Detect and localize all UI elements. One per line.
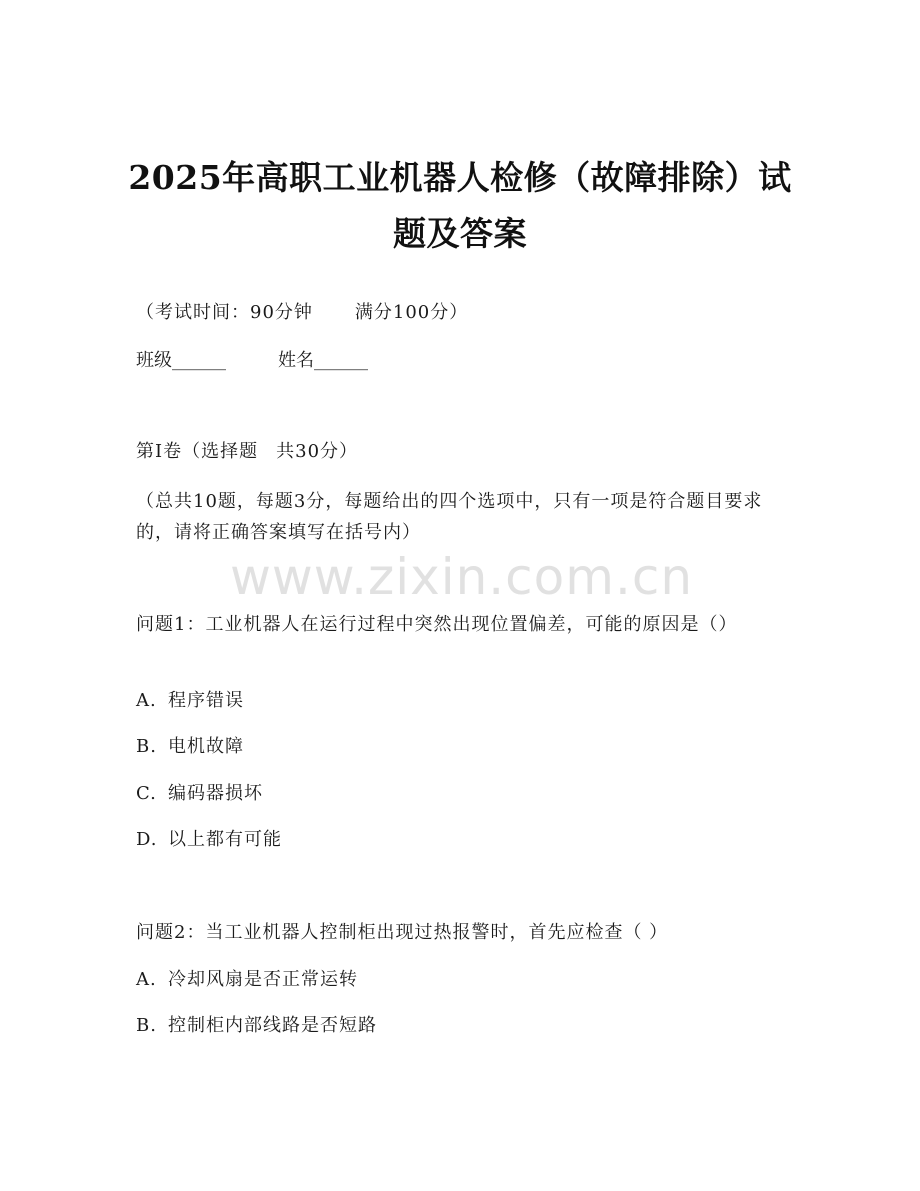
option-text: 电机故障: [168, 736, 244, 757]
question-1-option-b: [136, 732, 786, 762]
option-text: 编码器损坏: [168, 783, 263, 804]
option-letter: D.: [136, 829, 158, 850]
question-1-option-a: [136, 686, 786, 716]
option-text: 冷却风扇是否正常运转: [168, 969, 358, 990]
option-text: 程序错误: [168, 690, 244, 711]
section-instructions: （总共10题，每题3分，每题给出的四个选项中，只有一项是符合题目要求的，请将正确答案填写在括号内）: [136, 491, 763, 543]
question-2-option-b: [136, 1011, 786, 1041]
option-letter: C.: [136, 783, 157, 804]
name-field: 姓名______: [278, 350, 368, 371]
section-heading-total: 共30分）: [276, 441, 359, 462]
question-2-option-a: [136, 965, 786, 995]
option-text: 以上都有可能: [168, 829, 282, 850]
question-1-option-d: [136, 825, 786, 855]
title-line-1: 2025年高职工业机器人检修（故障排除）试: [128, 158, 792, 197]
title-line-2: 题及答案: [393, 214, 527, 253]
question-1-stem: 问题1：工业机器人在运行过程中突然出现位置偏差，可能的原因是（）: [136, 614, 738, 635]
option-letter: A.: [136, 690, 157, 711]
class-field: 班级______: [136, 350, 226, 371]
question-2-stem: 问题2：当工业机器人控制柜出现过热报警时，首先应检查（ ）: [136, 922, 669, 943]
section-heading-part: 第Ⅰ卷（选择题: [136, 441, 259, 462]
question-1-option-c: [136, 779, 786, 809]
exam-info: [136, 298, 786, 328]
exam-time: （考试时间：90分钟: [136, 302, 313, 323]
option-letter: B.: [136, 736, 157, 757]
option-text: 控制柜内部线路是否短路: [168, 1015, 377, 1036]
student-fields: [136, 346, 786, 376]
exam-score: 满分100分）: [354, 302, 469, 323]
option-letter: A.: [136, 969, 157, 990]
watermark: www.zixin.com.cn: [230, 548, 694, 606]
document-title: [120, 150, 800, 262]
option-letter: B.: [136, 1015, 157, 1036]
section-heading: [136, 437, 786, 467]
